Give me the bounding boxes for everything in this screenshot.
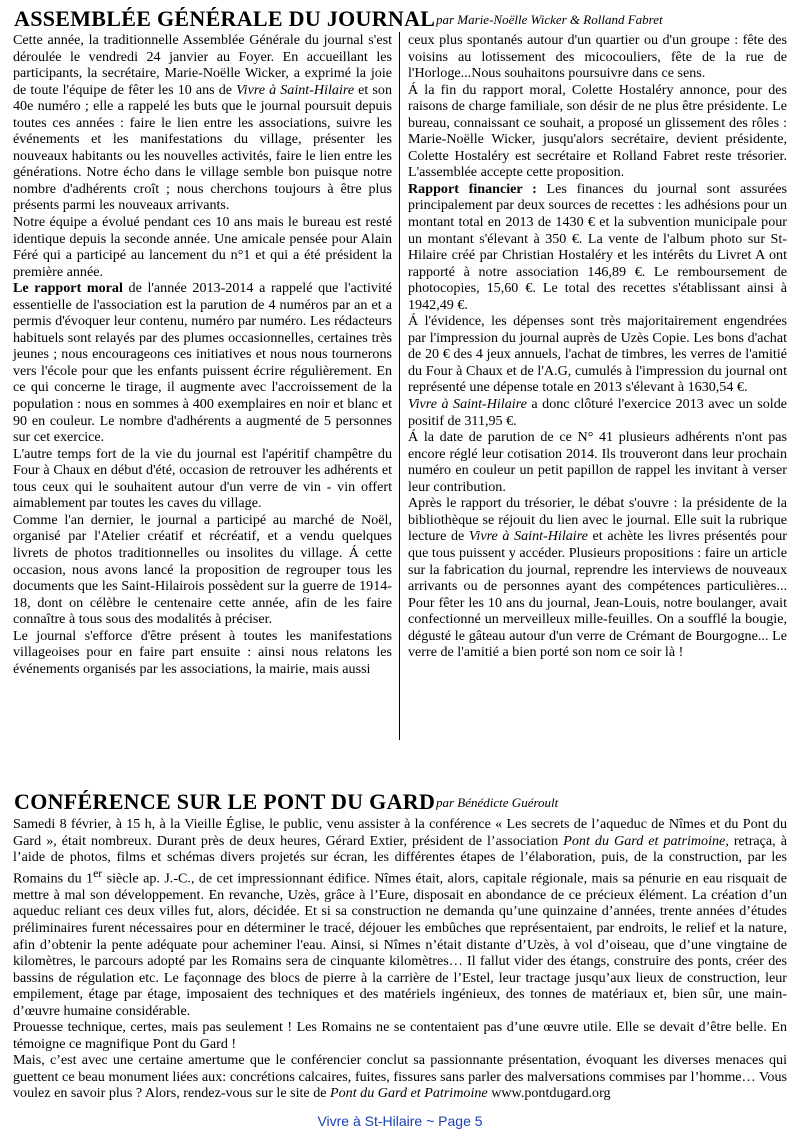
paragraph: ceux plus spontanés autour d'un quartier ou d'un groupe : fête des voisins au lotissement des micocouliers, fête de la rue de l'Horloge...Nous souhaitons poursuivre dans ce sens. [408,32,787,82]
article-title: ASSEMBLÉE GÉNÉRALE DU JOURNAL [14,6,436,31]
column-divider [399,32,400,740]
paragraph: Le journal s'efforce d'être présent à toutes les manifestations villageoises pour en faire part ensuite : ainsi nous relatons les événements organisés par les associations, la mairie, mais aussi [13,627,392,677]
section-lead: Rapport financier : [408,180,537,197]
section-lead: Le rapport moral [13,280,123,297]
paragraph: Á la fin du rapport moral, Colette Hostaléry annonce, pour des raisons de charge familiale, son désir de ne plus être présidente. Le bureau, connaissant ce souhait, a proposé un glissement des rôles : Marie-Noëlle Wicker, jusqu'alors secrétaire, devient présidente, Colette Hostaléry est secrétaire et Rolland Fabret reste trésorier. L'assemblée accepte cette proposition. [408,81,787,181]
paragraph: Le rapport moral de l'année 2013-2014 a rappelé que l'activité essentielle de l'association est la parution de 4 numéros par an et a permis d'évoquer leur contenu, numéro par numéro. Les rédacteurs habituels sont relayés par des plumes occasionnelles, certaines très jeunes ; nous encourageons ces initiatives et nous nous tournerons vers l'école pour que les enfants puissent écrire régulièrement. En ce qui concerne le tirage, il augmente avec l'accroissement de la population : nous en sommes à 400 exemplaires en noir et blanc et 90 en couleur. Le nombre d'adhérents a augmenté de 5 personnes sur cet exercice. [13,280,393,446]
article-body [13,816,787,1102]
article-title: CONFÉRENCE SUR LE PONT DU GARD [14,789,436,814]
article-column-right [408,32,787,661]
paragraph: Comme l'an dernier, le journal a participé au marché de Noël, organisé par l'Atelier créatif et récréatif, et a vendu quelques livrets de photos traditionnelles ou insolites du village. Á cette occasion, nous avons lancé la proposition de regrouper tous les documents que les Saint-Hilairois possèdent sur la guerre de 1914-18, dont on célèbre le centenaire cette année, afin de les faire connaître à tous sous des modalités à préciser. [13,511,392,628]
page-footer: Vivre à St-Hilaire ~ Page 5 [317,1113,483,1129]
paragraph: Rapport financier : Les finances du journal sont assurées principalement par deux sources de recettes : les adhésions pour un montant total en 2013 de 1430 € et la subvention municipale pour un montant s'élevant à 350 €. La vente de l'album photo sur St-Hilaire créé par Christian Hostaléry et les intérêts du Livret A ont rapporté à notre association 146,89 €. Le remboursement de photocopies, 15,60 €. Le total des recettes s'établissant ainsi à 1942,49 €. [408,180,787,313]
article-byline: par Bénédicte Guéroult [436,795,559,810]
paragraph: Samedi 8 février, à 15 h, à la Vieille Église, le public, venu assister à la conférence « Les secrets de l’aqueduc de Nîmes et du Pont du Gard », était nombreux. Durant près de deux heures, Gérard Extier, président de l’association Pont du Gard et patrimoine, retraça, à l’aide de photos, films et schémas divers projetés sur écran, les différentes étapes de l’élaboration, puis, de la construction, par les Romains du 1er siècle ap. J.-C., de cet impressionnant édifice. Nîmes était, alors, capitale régionale, mais sa pénurie en eau risquait de mettre à mal son développement. En revanche, Uzès, grâce à l’Eure, disposait en abondance de ce précieux élément. La création d’un aqueduc reliant ces deux villes fut, alors, décidée. Et si sa construction ne demanda qu’une quinzaine d’années, trente années d’études préliminaires furent nécessaires pour en déterminer le tracé, déjouer les embûches que représentaient, par endroits, le relief et la nature, afin d’obtenir la pente adéquate pour acheminer l'eau. Ainsi, si Nîmes n’était distante d’Uzès, à vol d’oiseau, que d’une vingtaine de kilomètres, le parcours adopté par les Romains sera de cinquante kilomètres… Il fallut vider des étangs, construire des ponts, créer des bassins de régulation etc. Le façonnage des blocs de pierre à la carrière de l’Estel, leur tractage jusqu’aux lieux de construction, leur empilement, étage par étage, imposaient des techniques et des matériels ingénieux, des tonnes de matériaux et, bien sûr, une main-d’œuvre humaine considérable. [13,816,787,1019]
paragraph: Á l'évidence, les dépenses sont très majoritairement engendrées par l'impression du journal auprès de Uzès Copie. Les bons d'achat de 20 € des 4 jeux annuels, l'achat de timbres, les verres de l'amitié du Four à Chaux et de l'A.G, cumulés à l'impression du journal ont représenté une dépense totale en 2013 s'élevant à 1630,54 €. [408,313,787,396]
paragraph: Cette année, la traditionnelle Assemblée Générale du journal s'est déroulée le vendredi 24 janvier au Foyer. En accueillant les participants, la secrétaire, Marie-Noëlle Wicker, a exprimé la joie de toute l'équipe de fêter les 10 ans de Vivre à Saint-Hilaire et son 40e numéro ; elle a rappelé les buts que le journal poursuit depuis toutes ces années : faire le lien entre les associations, suivre les événements et les manifestations du village, présenter les nouveaux habitants ou les nouvelles activités, faire le lien entre les générations. Notre écho dans le village semble bon puisque notre nombre d'adhérents croît ; nous cherchons toujours à être plus présents parmi les nouveaux arrivants. [13,32,393,214]
paragraph: Notre équipe a évolué pendant ces 10 ans mais le bureau est resté identique depuis la seconde année. Une amicale pensée pour Alain Féré qui a participé au lancement du n°1 et qui a été président la première année. [13,214,392,280]
paragraph: Prouesse technique, certes, mais pas seulement ! Les Romains ne se contentaient pas d’une œuvre utile. Elle se devait d’être belle. En témoigne ce magnifique Pont du Gard ! [13,1019,787,1052]
article-column-left [13,32,392,677]
paragraph: Après le rapport du trésorier, le débat s'ouvre : la présidente de la bibliothèque se réjouit du lien avec le journal. Elle suit la rubrique lecture de Vivre à Saint-Hilaire et achète les livres présentés pour que tous puissent y accéder. Plusieurs propositions : faire un article sur la fabrication du journal, reprendre les interviews de nouveaux arrivants ou de personnes ayant des compétences particulières... Pour fêter les 10 ans du journal, Jean-Louis, notre boulanger, avait confectionné un merveilleux mille-feuilles. On a soufflé la bougie, dégusté le gâteau autour d'un verre de Crémant de Bourgogne... Le verre de l'amitié a bien porté son nom ce soir là ! [408,495,787,661]
paragraph: L'autre temps fort de la vie du journal est l'apéritif champêtre du Four à Chaux en début d'été, occasion de retrouver les adhérents et tous ceux qui le souhaitent autour d'un verre de vin - vin offert aimablement par toutes les caves du village. [13,445,392,512]
paragraph: Á la date de parution de ce N° 41 plusieurs adhérents n'ont pas encore réglé leur cotisation 2014. Ils trouveront dans leur prochain numéro en couleur un petit papillon de rappel les invitant à verser leur contribution. [408,429,787,495]
paragraph: Mais, c’est avec une certaine amertume que le conférencier conclut sa passionnante présentation, évoquant les diverses menaces qui guettent ce beau monument liées aux: concrétions calcaires, fuites, fissures sans parler des malversations commises par l’homme… Vous voulez en savoir plus ? Alors, rendez-vous sur le site de Pont du Gard et Patrimoine www.pontdugard.org [13,1052,787,1102]
article-byline: par Marie-Noëlle Wicker & Rolland Fabret [436,12,663,27]
paragraph: Vivre à Saint-Hilaire a donc clôturé l'exercice 2013 avec un solde positif de 311,95 €. [408,396,788,429]
